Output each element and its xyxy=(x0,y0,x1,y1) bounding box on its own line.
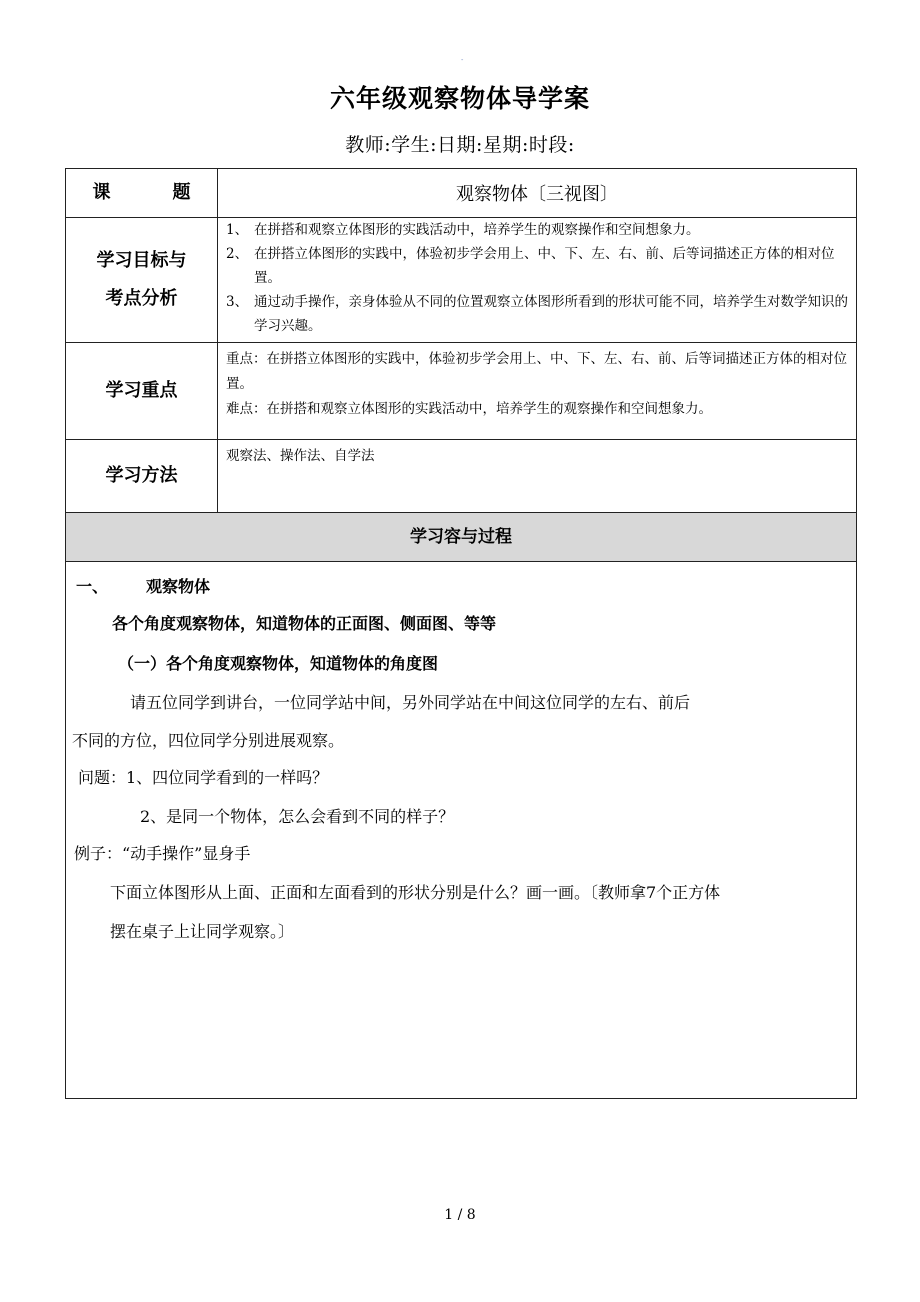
topic-row xyxy=(66,169,857,218)
topic-label-char-1: 课 xyxy=(92,182,111,203)
goal-text: 通过动手操作，亲身体验从不同的位置观察立体图形所看到的形状可能不同，培养学生对数学知识的学习兴趣。 xyxy=(254,294,848,334)
example-line: 例子：“动手操作”显身手 xyxy=(74,844,251,863)
question-2: 2、是同一个物体，怎么会看到不同的样子？ xyxy=(140,807,455,826)
goal-item xyxy=(226,290,850,338)
goal-number: 1、 xyxy=(226,222,249,238)
topic-label-char-2: 题 xyxy=(172,182,191,203)
key-point-focus: 重点：在拼搭立体图形的实践中，体验初步学会用上、中、下、左、右、前、后等词描述正方体的相对位置。 xyxy=(226,351,847,392)
content-row xyxy=(66,562,857,1099)
header-mark: - xyxy=(461,56,464,64)
key-points-row xyxy=(66,343,857,440)
topic-label xyxy=(66,169,218,218)
paragraph-3: 下面立体图形从上面、正面和左面看到的形状分别是什么？画一画。〔教师拿7个正方体 xyxy=(110,883,721,902)
heading-1 xyxy=(76,576,210,598)
goal-text: 在拼搭立体图形的实践中，体验初步学会用上、中、下、左、右、前、后等词描述正方体的相对位置。 xyxy=(254,246,835,286)
goal-number: 2、 xyxy=(226,246,249,262)
methods-row xyxy=(66,440,857,513)
paragraph-1: 请五位同学到讲台，一位同学站中间，另外同学站在中间这位同学的左右、前后 xyxy=(130,693,691,712)
meta-line: 教师:学生:日期:星期:时段: xyxy=(345,134,575,156)
paragraph-2: 不同的方位，四位同学分别进展观察。 xyxy=(72,731,345,750)
methods-label: 学习方法 xyxy=(66,440,218,513)
heading-1-number: 一、 xyxy=(76,577,109,596)
goal-item xyxy=(226,218,850,242)
paragraph-4: 摆在桌子上让同学观察。〕 xyxy=(110,922,295,941)
goals-label xyxy=(66,218,218,343)
question-1: 问题：1、四位同学看到的一样吗？ xyxy=(78,768,329,787)
heading-1-text: 观察物体 xyxy=(146,577,211,596)
heading-2: 各个角度观察物体，知道物体的正面图、侧面图、等等 xyxy=(112,614,497,633)
page-number: 1 / 8 xyxy=(444,1207,476,1223)
methods-value: 观察法、操作法、自学法 xyxy=(218,440,857,513)
goals-cell xyxy=(218,218,857,343)
key-point-difficulty: 难点：在拼搭和观察立体图形的实践活动中，培养学生的观察操作和空间想象力。 xyxy=(226,401,712,417)
goal-item xyxy=(226,242,850,290)
key-points-cell xyxy=(218,343,857,440)
section-title: 学习容与过程 xyxy=(66,513,857,562)
heading-3: （一）各个角度观察物体，知道物体的角度图 xyxy=(118,654,439,673)
goal-number: 3、 xyxy=(226,294,249,310)
topic-value: 观察物体〔三视图〕 xyxy=(218,169,857,218)
goal-text: 在拼搭和观察立体图形的实践活动中，培养学生的观察操作和空间想象力。 xyxy=(254,222,700,238)
section-row xyxy=(66,513,857,562)
goals-row xyxy=(66,218,857,343)
goals-label-line-1: 学习目标与 xyxy=(96,250,187,271)
goals-label-line-2: 考点分析 xyxy=(105,288,178,309)
page-title: 六年级观察物体导学案 xyxy=(329,84,590,113)
key-points-label: 学习重点 xyxy=(66,343,218,440)
lesson-table xyxy=(65,168,857,1099)
content-cell xyxy=(66,562,857,1099)
